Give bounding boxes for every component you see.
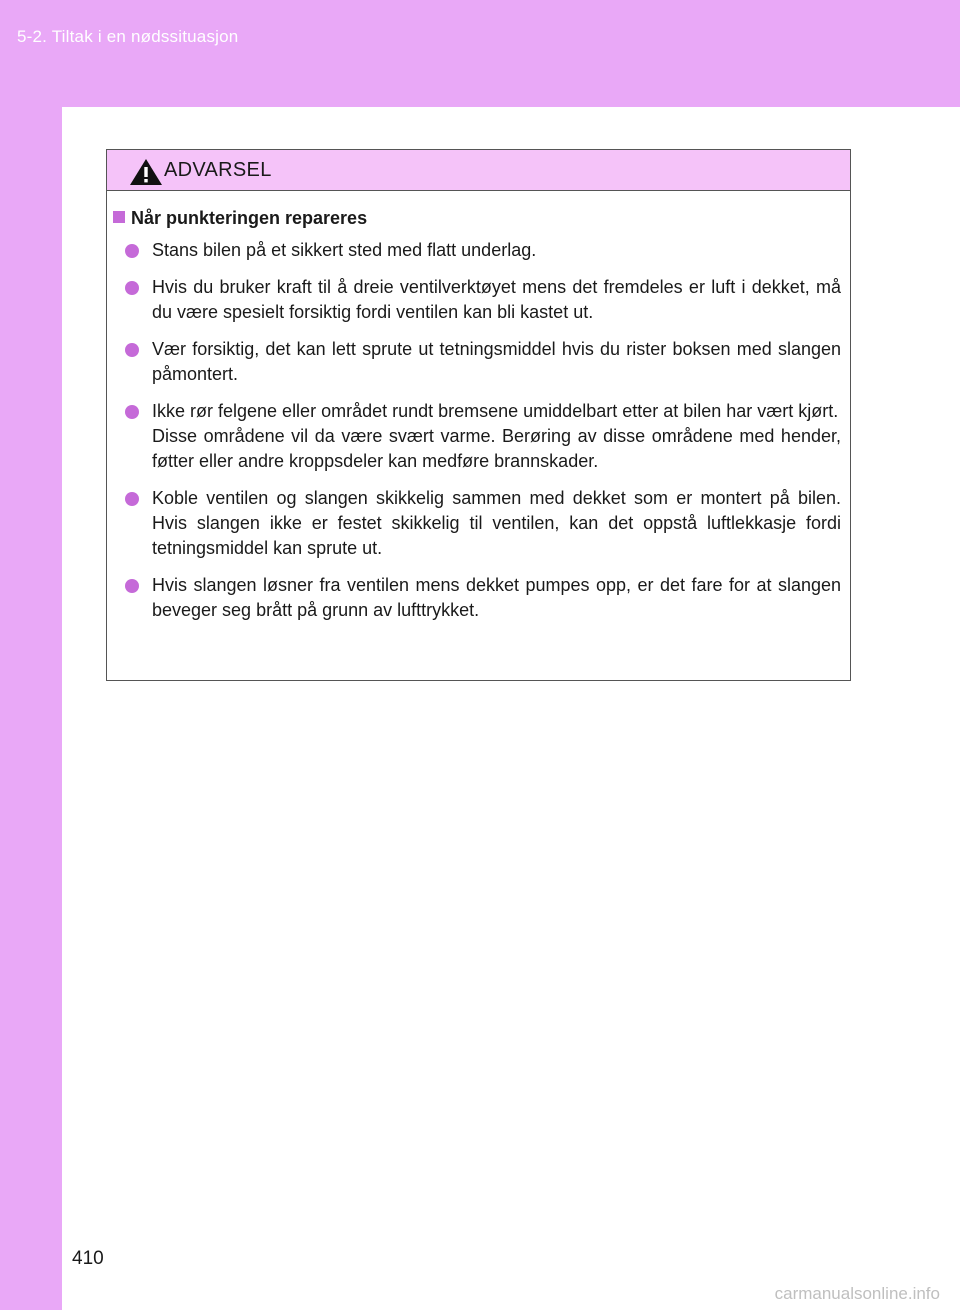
warning-title: ADVARSEL: [164, 159, 272, 181]
item-text: Koble ventilen og slangen skikkelig sammen med dekket som er montert på bilen. Hvis slangen ikke er festet skikkelig til ventilen, kan det oppstå luftlekkasje fordi tetningsmiddel kan sprute ut.: [152, 488, 841, 558]
bullet-icon: [125, 281, 139, 295]
list-item: [113, 337, 841, 387]
square-bullet-icon: [113, 211, 125, 223]
bullet-icon: [125, 579, 139, 593]
list-item: [113, 486, 841, 561]
list-item: [113, 573, 841, 623]
list-item: [113, 238, 841, 263]
warning-header: [107, 150, 850, 191]
warning-triangle-icon: [129, 158, 163, 186]
header-band: [0, 0, 960, 107]
item-text-continued: Disse områdene vil da være svært varme. Berøring av disse områdene med hender, føtter eller andre kroppsdeler kan medføre brannskader.: [152, 426, 841, 471]
list-item: [113, 399, 841, 474]
bullet-icon: [125, 244, 139, 258]
section-title: 5-2. Tiltak i en nødssituasjon: [17, 27, 239, 46]
page-number: 410: [72, 1248, 104, 1269]
bullet-icon: [125, 343, 139, 357]
section-heading-text: Når punkteringen repareres: [131, 208, 368, 228]
item-text: Vær forsiktig, det kan lett sprute ut tetningsmiddel hvis du rister boksen med slangen påmontert.: [152, 339, 841, 384]
item-text: Stans bilen på et sikkert sted med flatt underlag.: [152, 240, 537, 260]
bullet-icon: [125, 405, 139, 419]
warning-list: [113, 238, 841, 635]
side-band: [0, 107, 62, 1310]
watermark: carmanualsonline.info: [774, 1284, 940, 1303]
warning-box: [106, 149, 851, 681]
section-heading: [113, 208, 833, 229]
item-text: Ikke rør felgene eller området rundt bremsene umiddelbart etter at bilen har vært kjørt.: [152, 401, 839, 421]
item-text: Hvis du bruker kraft til å dreie ventilverktøyet mens det fremdeles er luft i dekket, må du være spesielt forsiktig fordi ventilen kan bli kastet ut.: [152, 277, 841, 322]
bullet-icon: [125, 492, 139, 506]
item-text: Hvis slangen løsner fra ventilen mens dekket pumpes opp, er det fare for at slangen beveger seg brått på grunn av lufttrykket.: [152, 575, 841, 620]
list-item: [113, 275, 841, 325]
